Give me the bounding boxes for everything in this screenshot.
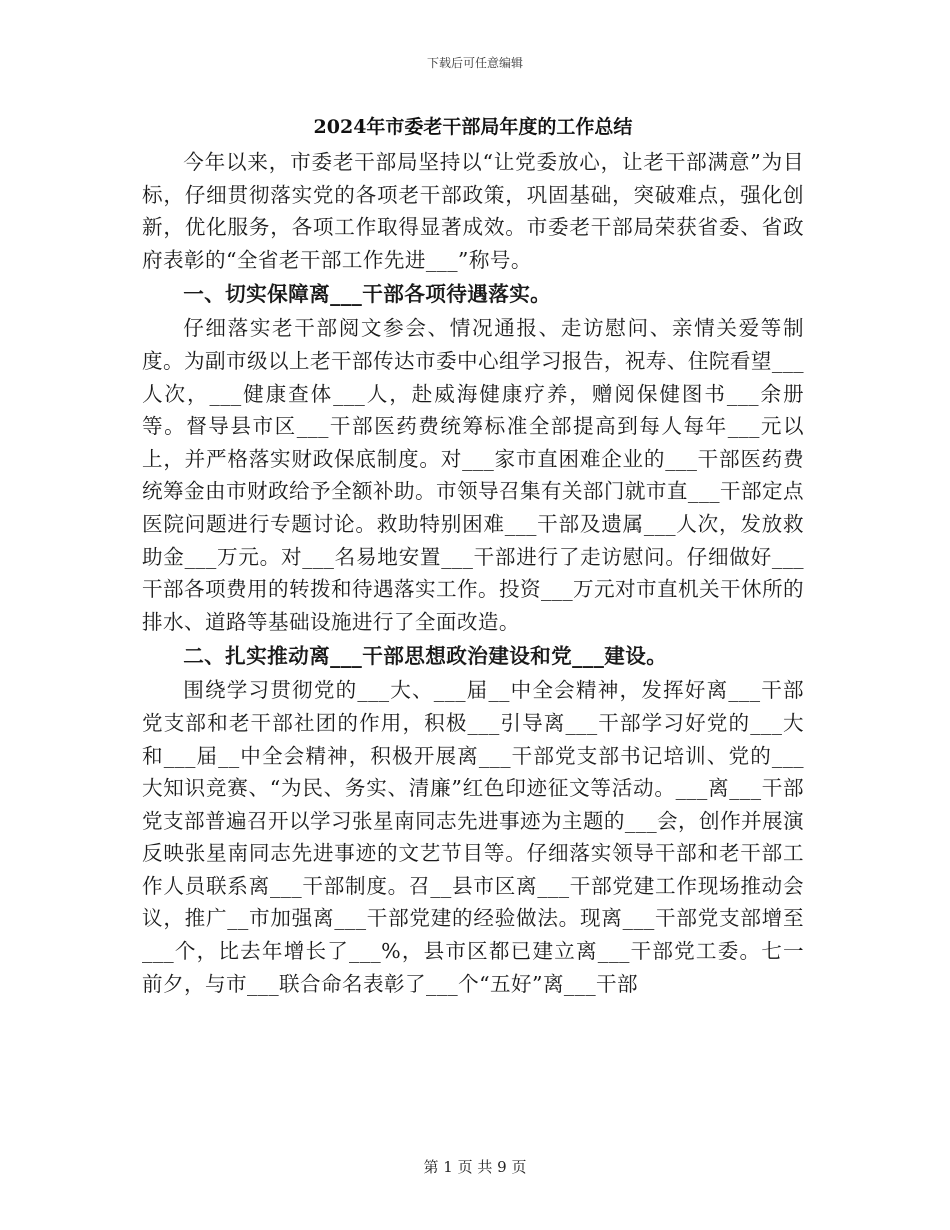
section-heading-2: 二、扎实推动离___干部思想政治建设和党___建设。	[183, 644, 668, 669]
section-body-1: 仔细落实老干部阅文参会、情况通报、走访慰问、亲情关爱等制度。为副市级以上老干部传达市委中心组学习报告，祝寿、住院看望___人次，___健康查体___人，赴威海健康疗养，赠阅保健图书___余册等。督导县市区___干部医药费统筹标准全部提高到每人每年___元以上，并严格落实财政保底制度。对___家市直困难企业的___干部医药费统筹金由市财政给予全额补助。市领导召集有关部门就市直___干部定点医院问题进行专题讨论。救助特别困难___干部及遗属___人次，发放救助金___万元。对___名易地安置___干部进行了走访慰问。仔细做好___干部各项费用的转拨和待遇落实工作。投资___万元对市直机关干休所的排水、道路等基础设施进行了全面改造。	[142, 316, 804, 634]
page-header-note: 下载后可任意编辑	[426, 56, 523, 70]
section-heading-1: 一、切实保障离___干部各项待遇落实。	[183, 282, 552, 307]
page-number: 第 1 页 共 9 页	[423, 1158, 527, 1176]
document-body	[142, 112, 804, 1000]
section-body-2: 围绕学习贯彻党的___大、___届__中全会精神，发挥好离___干部党支部和老干部社团的作用，积极___引导离___干部学习好党的___大和___届__中全会精神，积极开展离___干部党支部书记培训、党的___大知识竞赛、“为民、务实、清廉”红色印迹征文等活动。___离___干部党支部普遍召开以学习张星南同志先进事迹为主题的___会，创作并展演反映张星南同志先进事迹的文艺节目等。仔细落实领导干部和老干部工作人员联系离___干部制度。召__县市区离___干部党建工作现场推动会议，推广__市加强离___干部党建的经验做法。现离___干部党支部增至___个，比去年增长了___%，县市区都已建立离___干部党工委。七一前夕，与市___联合命名表彰了___个“五好”离___干部	[142, 678, 804, 996]
document-title: 2024年市委老干部局年度的工作总结	[313, 116, 633, 138]
intro-paragraph: 今年以来，市委老干部局坚持以“让党委放心，让老干部满意”为目标，仔细贯彻落实党的各项老干部政策，巩固基础，突破难点，强化创新，优化服务，各项工作取得显著成效。市委老干部局荣获省委、省政府表彰的“全省老干部工作先进___”称号。	[142, 150, 804, 272]
